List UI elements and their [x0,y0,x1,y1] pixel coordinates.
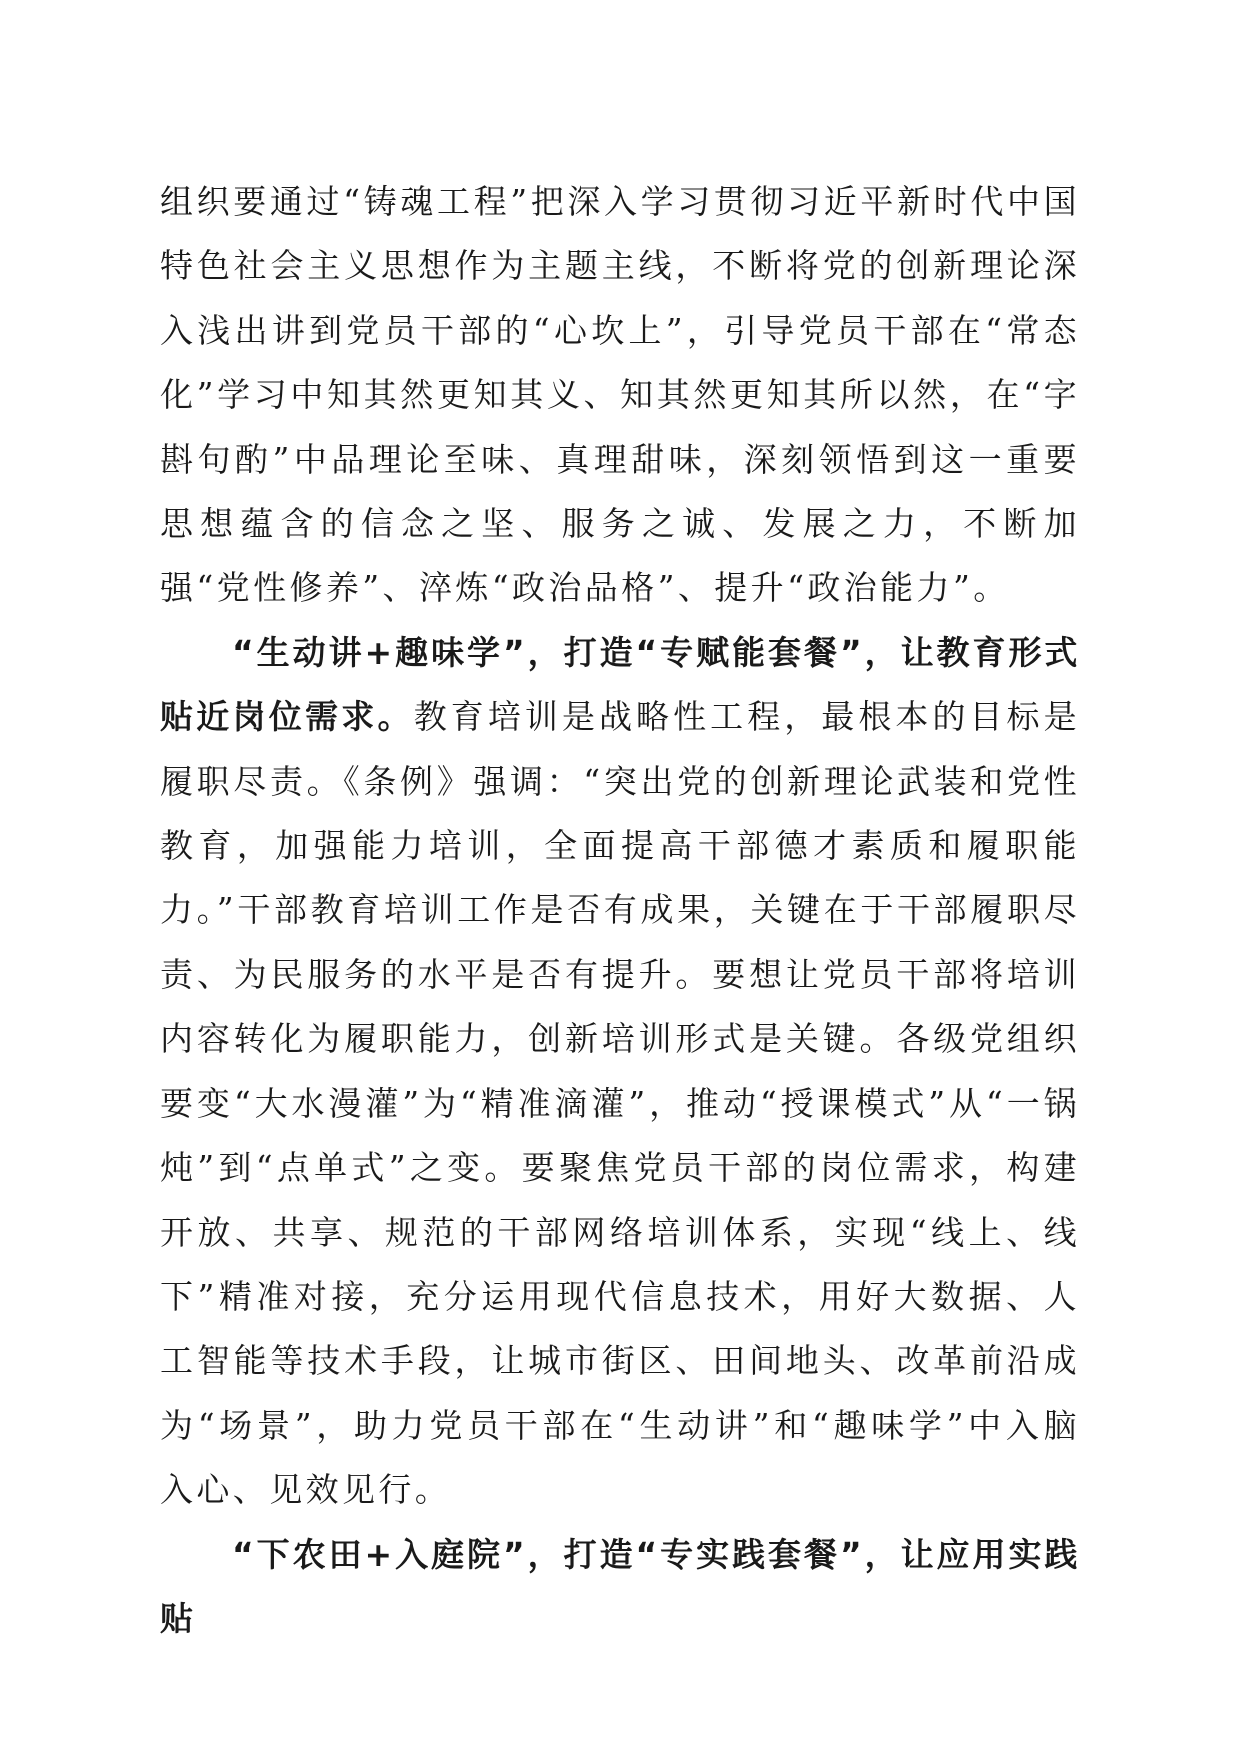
paragraph-2-text: 教育培训是战略性工程，最根本的目标是履职尽责。《条例》强调：“突出党的创新理论武装和党性教育，加强能力培训，全面提高干部德才素质和履职能力。”干部教育培训工作是否有成果，关键在于干部履职尽责、为民服务的水平是否有提升。要想让党员干部将培训内容转化为履职能力，创新培训形式是关键。各级党组织要变“大水漫灌”为“精准滴灌”，推动“授课模式”从“一锅炖”到“点单式”之变。要聚焦党员干部的岗位需求，构建开放、共享、规范的干部网络培训体系，实现“线上、线下”精准对接，充分运用现代信息技术，用好大数据、人工智能等技术手段，让城市街区、田间地头、改革前沿成为“场景”，助力党员干部在“生动讲”和“趣味学”中入脑入心、见效见行。 [160,697,1080,1510]
paragraph-3-lead: “下农田+入庭院”，打造“专实践套餐”，让应用实践贴 [160,1534,1080,1638]
paragraph-2-lead: “生动讲+趣味学”，打造“专赋能套餐”，让教育形式贴近岗位需求。 [160,632,1080,737]
paragraph-2 [160,621,1080,1523]
document-page [160,170,1080,1651]
paragraph-1-text: 组织要通过“铸魂工程”把深入学习贯彻习近平新时代中国特色社会主义思想作为主题主线，不断将党的创新理论深入浅出讲到党员干部的“心坎上”，引导党员干部在“常态化”学习中知其然更知其义、知其然更知其所以然，在“字斟句酌”中品理论至味、真理甜味，深刻领悟到这一重要思想蕴含的信念之坚、服务之诚、发展之力，不断加强“党性修养”、淬炼“政治品格”、提升“政治能力”。 [160,182,1080,608]
paragraph-3 [160,1523,1080,1652]
paragraph-1 [160,170,1080,621]
